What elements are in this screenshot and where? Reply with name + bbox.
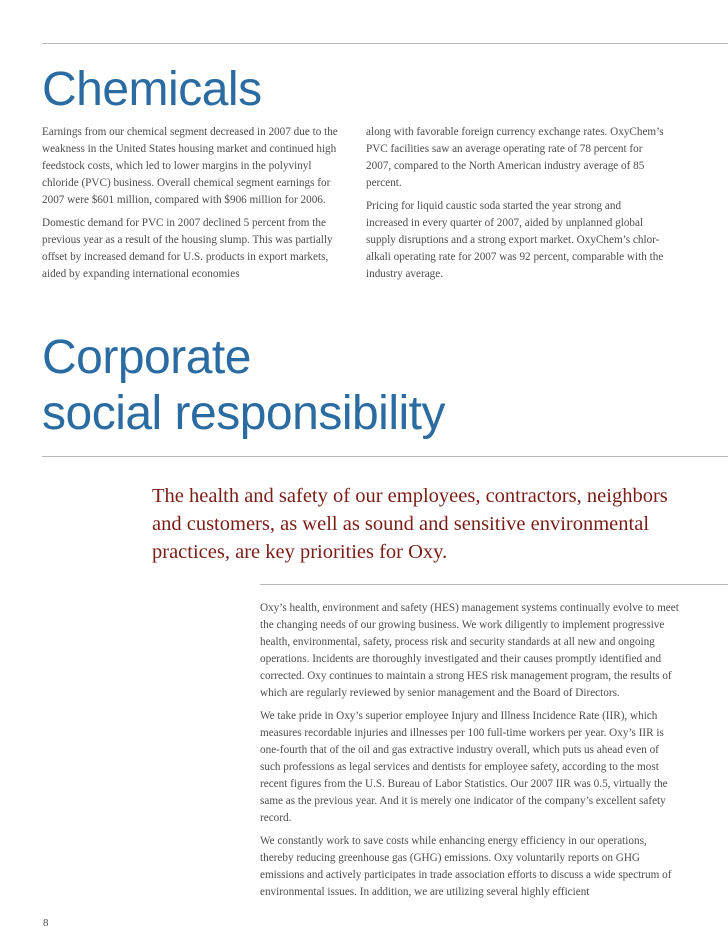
chemicals-column-2: [366, 124, 666, 289]
body-rule: [260, 584, 728, 585]
chemicals-paragraph: Pricing for liquid caustic soda started the year strong and increased in every quarter of 2007, aided by unplanned global supply disruptions and a strong export market. OxyChem’s chlor-alkali operating rate for 2007 was 92 percent, comparable with the industry average.: [366, 200, 664, 280]
top-rule: [42, 43, 728, 44]
chemicals-paragraph: Domestic demand for PVC in 2007 declined 5 percent from the previous year as a result of the housing slump. This was partially offset by increased demand for U.S. products in export markets, aided by expanding international economies: [42, 217, 333, 280]
csr-paragraph: We take pride in Oxy’s superior employee Injury and Illness Incidence Rate (IIR), which measures recordable injuries and illnesses per 100 full-time workers per year. Oxy’s IIR is one-fourth that of the oil and gas extractive industry overall, which puts us ahead even of such professions as legal services and dentists for employee safety, according to the most recent figures from the U.S. Bureau of Labor Statistics. Our 2007 IIR was 0.5, virtually the same as the previous year. And it is merely one indicator of the company’s excellent safety record.: [260, 710, 668, 824]
csr-rule: [42, 456, 728, 457]
csr-title-line-1: Corporate: [42, 331, 251, 384]
chemicals-paragraph: Earnings from our chemical segment decreased in 2007 due to the weakness in the United States housing market and continued high feedstock costs, which led to lower margins in the polyvinyl chloride (PVC) business. Overall chemical segment earnings for 2007 were $601 million, compared with $906 million for 2006.: [42, 126, 338, 206]
page-number: 8: [43, 917, 49, 929]
csr-paragraph: We constantly work to save costs while enhancing energy efficiency in our operations, thereby reducing greenhouse gas (GHG) emissions. Oxy voluntarily reports on GHG emissions and actively participates in trade association efforts to discuss a wide spectrum of environmental issues. In addition, we are utilizing several highly efficient: [260, 835, 672, 898]
csr-lead-statement: The health and safety of our employees, contractors, neighbors and customers, as well as sound and sensitive environmental practices, are key priorities for Oxy.: [152, 485, 668, 563]
csr-body: [260, 600, 680, 907]
chemicals-column-1: [42, 124, 342, 289]
csr-title-line-2: social responsibility: [42, 387, 446, 440]
chemicals-paragraph: along with favorable foreign currency exchange rates. OxyChem’s PVC facilities saw an average operating rate of 78 percent for 2007, compared to the North American industry average of 85 percent.: [366, 126, 664, 189]
csr-paragraph: Oxy’s health, environment and safety (HES) management systems continually evolve to meet the changing needs of our growing business. We work diligently to implement progressive health, environmental, safety, process risk and security standards at all new and ongoing operations. Incidents are thoroughly investigated and their causes promptly identified and corrected. Oxy continues to maintain a strong HES risk management program, the results of which are regularly reviewed by senior management and the Board of Directors.: [260, 602, 679, 699]
chemicals-title: Chemicals: [42, 63, 262, 116]
csr-title: [42, 330, 445, 442]
